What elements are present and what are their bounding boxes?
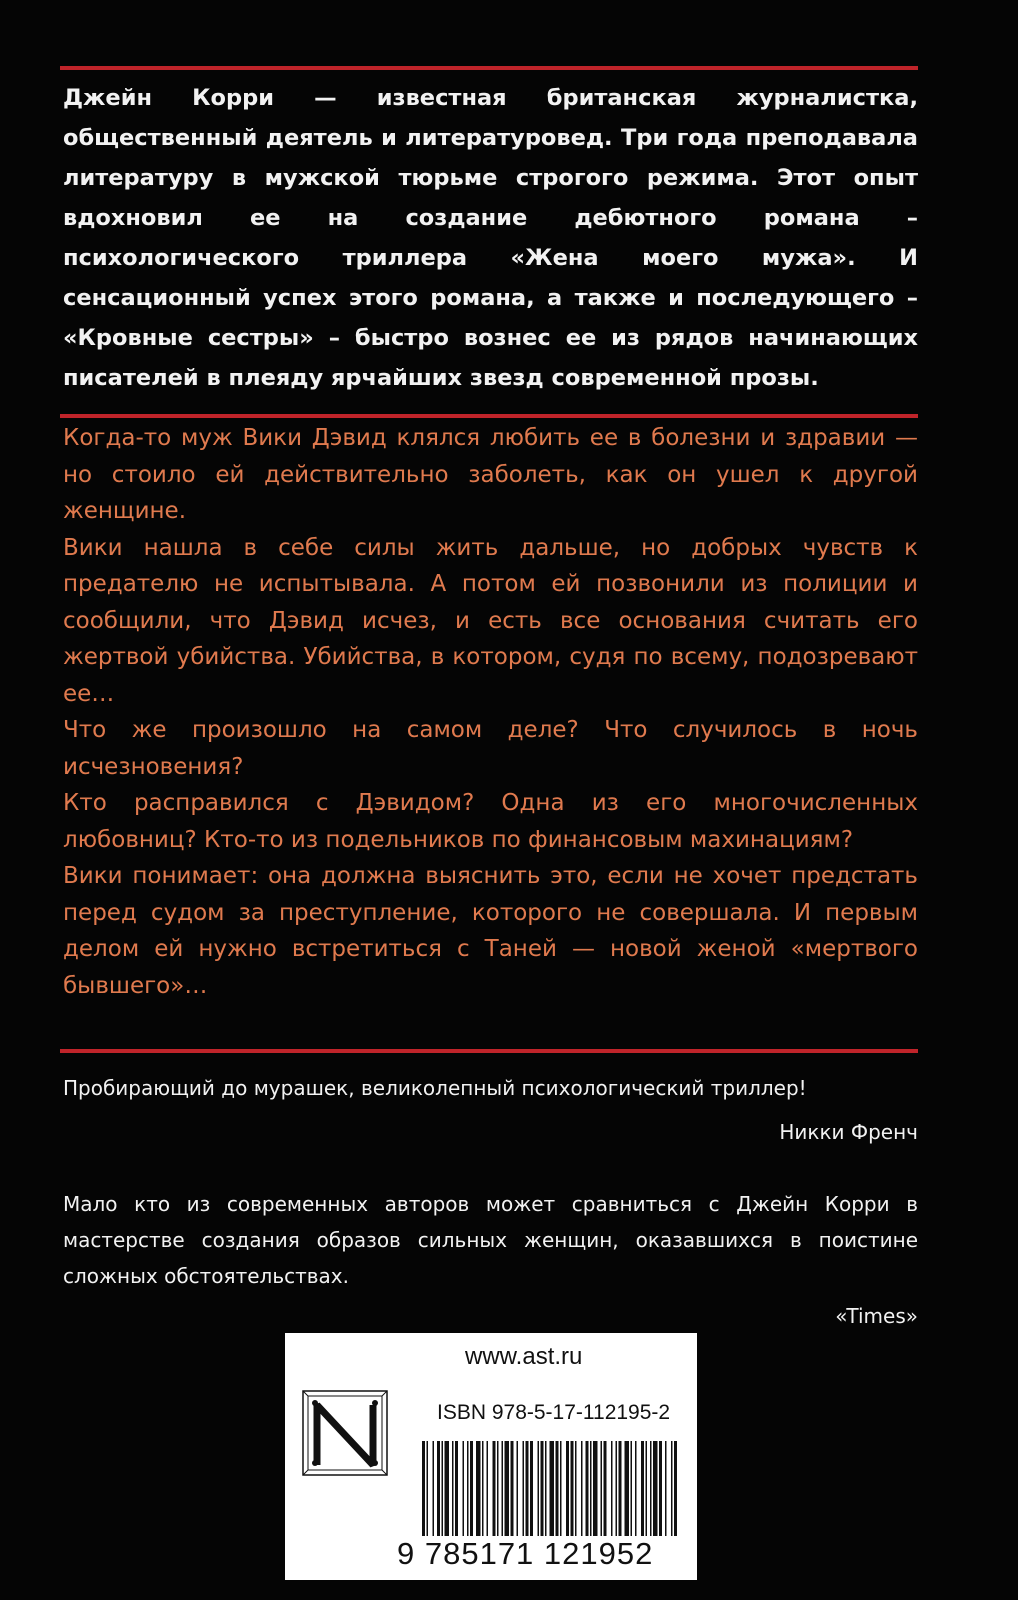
synopsis — [63, 420, 918, 1004]
barcode-icon — [420, 1441, 680, 1536]
review-quote: Мало кто из современных авторов может сравниться с Джейн Корри в мастерстве создания образов сильных женщин, оказавшихся в поистине сложных обстоятельствах. — [63, 1192, 918, 1288]
review-author: «Times» — [835, 1304, 918, 1328]
barcode-digits: 9 785171 121952 — [397, 1536, 654, 1571]
review-author: Никки Френч — [779, 1120, 918, 1144]
bottom-divider — [60, 1049, 918, 1053]
synopsis-paragraph: Когда-то муж Вики Дэвид клялся любить ее в болезни и здравии — но стоило ей действительно заболеть, как он ушел к другой женщине. — [63, 425, 918, 524]
synopsis-paragraph: Кто расправился с Дэвидом? Одна из его многочисленных любовниц? Кто-то из подельников по финансовым махинациям? — [63, 790, 918, 853]
synopsis-paragraph: Вики нашла в себе силы жить дальше, но добрых чувств к предателю не испытывала. А потом ей позвонили из полиции и сообщили, что Дэвид исчез, и есть все основания считать его жертвой убийства. Убийства, в котором, судя по всему, подозревают ее… — [63, 534, 918, 707]
barcode-label — [285, 1333, 697, 1580]
synopsis-paragraph: Что же произошло на самом деле? Что случилось в ночь исчезновения? — [63, 717, 918, 780]
synopsis-paragraph: Вики понимает: она должна выяснить это, если не хочет предстать перед судом за преступление, которого не совершала. И первым делом ей нужно встретиться с Таней — новой женой «мертвого бывшего»… — [63, 863, 918, 999]
middle-divider — [60, 414, 918, 418]
publisher-website: www.ast.ru — [465, 1343, 583, 1370]
isbn-number: ISBN 978-5-17-112195-2 — [437, 1401, 671, 1424]
publisher-logo-icon — [299, 1387, 391, 1479]
author-bio: Джейн Корри — известная британская журналистка, общественный деятель и литературовед. Три года преподавала литературу в мужской тюрьме строгого режима. Этот опыт вдохновил ее на создание дебютного романа – психологического триллера «Жена моего мужа». И сенсационный успех этого романа, а также и последующего – «Кровные сестры» – быстро вознес ее из рядов начинающих писателей в плеяду ярчайших звезд современной прозы. — [63, 85, 918, 391]
review-quote: Пробирающий до мурашек, великолепный психологический триллер! — [63, 1076, 807, 1100]
top-divider — [60, 66, 918, 70]
